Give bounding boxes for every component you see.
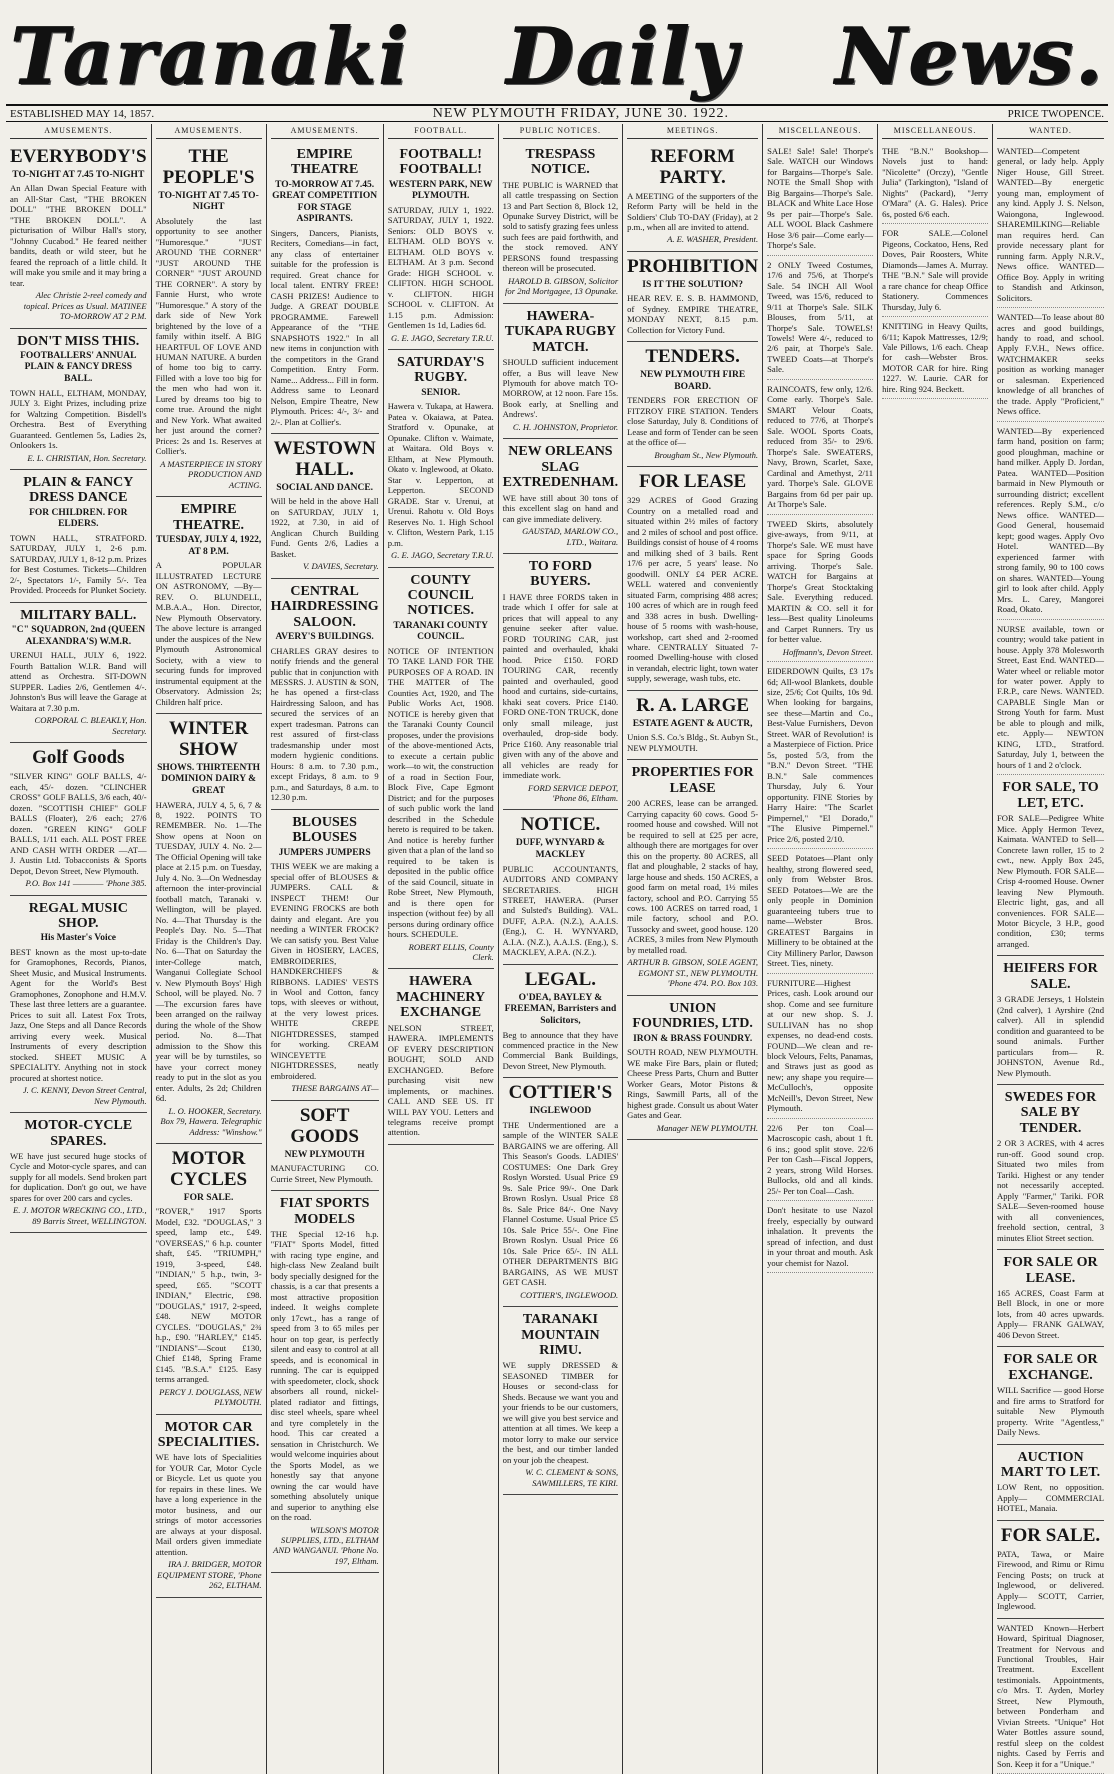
ad-title: PLAIN & FANCY DRESS DANCE [23, 475, 134, 506]
ad-body: Will be held in the above Hall on SATURDAY, JULY 1, 1922, at 7.30, in aid of Anglican Church Building Fund. Gents 2/6, Ladies a Basket. [270, 496, 379, 559]
ad-body: KNITTING in Heavy Quilts, 6/11; Kapok Mattresses, 12/9; Vale Pillows, 1/6 each. Cheap for cash—Webster Bros. MOTOR CAR for hire. Ring 1227. W. Laurie. CAR for hire. Ring 924. Beckett. [882, 321, 989, 394]
advertisement [271, 434, 379, 579]
ad-body: SALE! Sale! Sale! Thorpe's Sale. WATCH our Windows for Bargains—Thorpe's Sale. NOTE the Small Shop with Big Bargains—Thorpe's Sale. BLACK and White Lace Hose 9s per pair—Thorpe's Sale. ALL WOOL Black Cashmere Hose 3/6 pair—Come early—Thorpe's Sale. [767, 145, 874, 251]
advertisement [997, 1521, 1104, 1619]
ad-body: PUBLIC ACCOUNTANTS, AUDITORS AND COMPANY SECRETARIES. HIGH STREET, HAWERA. (Purser and Sulsted's Building). VAL. DUFF, A.P.A. (N.Z.), A.A.I.S. (Eng.), C. H. WYNYARD, A.I.A. (N.Z.), A.A.I.S. (Eng.), S. MACKLEY, A.P.A. (N.Z.). [502, 863, 619, 958]
ad-title: LEGAL. [524, 968, 597, 990]
classified-ad [767, 849, 873, 973]
classified-ad [767, 1119, 873, 1201]
advertisement [997, 1250, 1104, 1347]
ad-title: WINTER SHOW [168, 718, 249, 760]
ad-title: COUNTY COUNCIL NOTICES. [407, 572, 474, 619]
advertisement [271, 1101, 379, 1191]
ad-body: BEST known as the most up-to-date for Gramophones, Records, Pianos, Sheet Music, and Musical Instruments. Agent for the World's Best Gramophones, Zonophone and H.M.V. These last three letters are a guarantee. Prices to suit all. Latest Fox Trots, Jazz, One Steps and all Dance Records arriving every week. Musical Instruments of every description stocked. SHEET MUSIC A SPECIALITY. Anything not in stock procured at shortest notice. [10, 946, 147, 1083]
column-7 [763, 124, 878, 1774]
advertisement [10, 603, 147, 743]
ad-signature: IRA J. BRIDGER, MOTOR EQUIPMENT STORE, 'Phone 262, ELTHAM. [157, 1559, 262, 1591]
ad-body: 329 ACRES of Good Grazing Country on a metalled road and situated within 2½ miles of factory and 2 miles of school and post office. Buildings consist of house of 4 rooms and milking shed of 3 bails. Rent 17/6 per acre, 5 years' lease. No goodwill. ONLY £4 PER ACRE. WELL watered and conveniently situated Farm, comprising 488 acres; 100 acres of which are in rough feed and 338 acres in bush. Dwelling-house of 5 rooms with wash-house, workshop, cart shed and 2-roomed whare. CENTRALLY Situated 7-roomed Dwelling-house with closed in verandah, electric light, town water supply, sewerage, wash tubs, etc. [627, 495, 759, 684]
classified-ad [997, 1619, 1104, 1774]
advertisement [997, 1445, 1104, 1521]
ad-signature: GAUSTAD, MARLOW CO., LTD., Waitara. [522, 526, 619, 547]
ad-body: An Allan Dwan Special Feature with an All-Star Cast, "THE BROKEN DOLL" "THE BROKEN DOLL" "THE BROKEN DOLL". A picturisation of Wilbur Hall's story, "Johnny Cucabod." He feared neither bandits, death or wild steer, but he feared the reproach of a little child. It will make you smile and it may bring a tear. [10, 183, 147, 288]
advertisement [10, 1113, 147, 1233]
ad-title: FOR SALE OR EXCHANGE. [1003, 1352, 1098, 1383]
column-header: AMUSEMENTS. [271, 124, 379, 139]
ad-body: SATURDAY, JULY 1, 1922. SATURDAY, JULY 1, 1922. Seniors: OLD BOYS v. ELTHAM. OLD BOYS v. ELTHAM. OLD BOYS v. ELTHAM. At 3 p.m. Second Grade: HIGH SCHOOL v. CLIFTON. HIGH SCHOOL v. CLIFTON. HIGH SCHOOL v. CLIFTON. At 1.15 p.m. Admission: Gentlemen 1s 1d, Ladies 6d. [387, 204, 494, 331]
ad-subtitle: IRON & BRASS FOUNDRY. [633, 1033, 753, 1044]
ad-title: TARANAKI MOUNTAIN RIMU. [521, 1312, 600, 1358]
ad-signature: V. DAVIES, Secretary. [303, 561, 379, 572]
ad-subtitle: TARANAKI COUNTY COUNCIL. [393, 620, 488, 643]
ad-title: SWEDES FOR SALE BY TENDER. [1004, 1090, 1097, 1136]
column-header: MISCELLANEOUS. [767, 124, 873, 139]
column-header: MEETINGS. [627, 124, 758, 139]
ad-body: WILL Sacrifice — good Horse and fire arms to Stratford for suitable New Plymouth property. Write "Agentless," Daily News. [997, 1385, 1104, 1438]
advertisement [388, 350, 494, 568]
ad-body: NOTICE OF INTENTION TO TAKE LAND FOR THE PURPOSES OF A ROAD. IN THE MATTER of The Counties Act, 1920, and The Public Works Act, 1908. NOTICE is hereby given that the Taranaki County Council proposes, under the provisions of the above-mentioned Acts, to execute a certain public work—to wit, the construction of a road in Section Four, Block Five, Cape Egmont District; and for the purposes of such public work the land described in the Schedule hereto is required to be taken. And notice is hereby further given that a plan of the land so required to be taken is deposited in the public office of the said Council, situate in Robe Street, New Plymouth, and is there open for inspection (without fee) by all persons during ordinary office hours. SCHEDULE. [387, 645, 494, 940]
classified-ad [767, 142, 873, 256]
advertisement [10, 896, 147, 1114]
ad-signature: J. C. KENNY, Devon Street Central, New Plymouth. [22, 1085, 147, 1106]
ad-body: CHARLES GRAY desires to notify friends and the general public that in conjunction with MESSRS. J. AUSTIN & SON, he has opened a first-class Hairdressing Saloon, and has secured the services of an expert tradesman. Patrons can rest assured of first-class tradesmanship under most modern hygienic conditions. Hours: 8 a.m. to 7.30 p.m., except Fridays, 8 a.m. to 9 p.m., and Saturdays, 8 a.m. to 12.30 p.m. [270, 645, 379, 803]
advertisement [388, 969, 494, 1145]
ad-body: HAWERA, JULY 4, 5, 6, 7 & 8, 1922. POINTS TO REMEMBER. No. 1—The Show opens at Noon on TUESDAY, JULY 4. No. 2—The Official Opening will take place at 2.15 p.m. on Tuesday, July 4. No. 3—On Wednesday afternoon the inter-provincial football match, Taranaki v. Wellington, will be played. No. 4—That Thursday is the People's Day. No. 5—That Friday is the Children's Day. No. 6—That on Saturday the inter-College match, Wanganui Collegiate School v. New Plymouth Boys' High School, will be played. No. 7—The excursion fares have been arranged on the railway during the whole of the Show period. No. 8—That admission to the Show this year will be by turnstiles, so have your correct money ready to put in the slot as you enter. Adults, 2s 2d; Children 6d. [155, 799, 262, 1104]
ad-title: TO FORD BUYERS. [528, 559, 592, 590]
issue-date: NEW PLYMOUTH FRIDAY, JUNE 30. 1922. [432, 105, 729, 121]
advertisement [997, 956, 1104, 1085]
ad-body: Union S.S. Co.'s Bldg., St. Aubyn St., NEW PLYMOUTH. [627, 732, 759, 753]
ad-subtitle: INGLEWOOD [529, 1106, 592, 1117]
ad-body: EIDERDOWN Quilts, £3 17s 6d; All-wool Blankets, double size, 25/6; Cot Quilts, 10s 9d. When looking for bargains, see these—Martin and Co., Best-Value Furnishers, Devon Street. WAR of Revolution! is a Masterpiece of Fiction. Price 5s, posted 5/3, from the "B.N." Devon Street. "THE B.N." Sale commences Thursday, July 6. Your opportunity. FINE Stories by Harry Haire: "The Scarlet Pimpernel," "El Dorado," "The Elusive Pimpernel." Price 2/6, posted 2/10. [767, 666, 874, 844]
ad-subtitle: JUMPERS JUMPERS [278, 847, 371, 858]
ad-body: Absolutely the last opportunity to see another "Humoresque." "JUST AROUND THE CORNER" "JUST AROUND THE CORNER" "JUST AROUND THE CORNER". A story by Fannie Hurst, who wrote "Humoresque." A story of the dark side of New York brightened by the love of a family within itself. A BIG HEARTFUL OF LOVE AND HUMAN NATURE. A burden of home too big to carry. Filled with a love too big for the men who had won it. Lured by dreams too big to come true. Around the night and New York. What awaited her just around the corner? Prices: 2s and 1s. Reserves at Collier's. [155, 215, 262, 457]
ad-subtitle: NEW PLYMOUTH FIRE BOARD. [640, 370, 746, 392]
column-header: WANTED. [997, 124, 1104, 139]
advertisement [627, 142, 758, 252]
ad-subtitle: "C" SQUADRON, 2nd (QUEEN ALEXANDRA'S) W.M.R. [11, 625, 146, 647]
ad-body: 2 ONLY Tweed Costumes, 17/6 and 75/6, at Thorpe's Sale. 54 INCH All Wool Tweed, was 15/6, reduced to 9/11 at Thorpe's Sale. SILK Blouses, from 5/11, at Thorpe's Sale. TOWELS! Towels! Were 4/-, reduced to 2/6 pair, at Thorpe's Sale. TWEED Coats—at Thorpe's Sale. [767, 259, 874, 375]
ad-body: WE have just secured huge stocks of Cycle and Motor-cycle spares, and can supply for all models. Send broken part for duplication. Don't go out, we have spares for over 200 cars and cycles. [10, 1150, 147, 1203]
ad-title: NEW ORLEANS SLAG EXTREDENHAM. [502, 444, 619, 491]
ad-subtitle: TUESDAY, JULY 4, 1922, AT 8 P.M. [155, 535, 262, 557]
price: PRICE TWOPENCE. [1007, 107, 1104, 120]
ad-body: TOWN HALL, STRATFORD. SATURDAY, JULY 1, 2-6 p.m. SATURDAY, JULY 1, 8-12 p.m. Prizes for Best Costumes. Tickets—Children 2/-, Spectators 1/-, Family 5/-. Tea Provided. Proceeds for Plunket Society. [10, 532, 147, 596]
ad-title: SATURDAY'S RUGBY. [397, 354, 485, 386]
ad-title: WESTOWN HALL. [273, 438, 376, 480]
advertisement [997, 1347, 1104, 1444]
column-2 [152, 124, 267, 1774]
ad-body: NURSE available, town or country; would take patient in house. Apply 378 Molesworth Street, East End. WANTED—Water wheel or reliable motor for water power. Apply to F.R.P., care News. WANTED. CAPABLE Single Man or Strong Youth for farm. Must be able to plough and milk, etc. Apply— NEWTON KING, LTD., Stratford. Saturday, July 1, between the hours of 1 and 2 o'clock. [997, 623, 1104, 770]
ad-signature: W. C. CLEMENT & SONS, SAWMILLERS, TE KIRI. [525, 1467, 619, 1488]
ad-body: Don't hesitate to use Nazol freely, especially by outward inhalation. It prevents the spread of infection, and dust in your throat and mouth. Ask your chemist for Nazol. [767, 1205, 874, 1268]
ad-title: Golf Goods [32, 747, 125, 769]
ad-signature: FORD SERVICE DEPOT, 'Phone 86, Eltham. [528, 782, 619, 803]
ad-subtitle: FOOTBALLERS' ANNUAL PLAIN & FANCY DRESS BALL. [20, 350, 137, 385]
ad-subtitle: TO-NIGHT AT 7.45 TO-NIGHT [12, 169, 145, 180]
ad-body: SEED Potatoes—Plant only healthy, strong flowered seed, only from Webster Bros. SEED Potatoes—We are the only people in Dominion guaranteeing tubers true to name—Webster Bros. GREATEST Bargains in Millinery to be obtained at the City Millinery Parlor, Dawson Street. Ties, ninety. [767, 853, 874, 969]
advertisement [156, 1144, 262, 1415]
masthead-word-taranaki: Taranaki [10, 11, 410, 102]
ad-title: MILITARY BALL. [20, 607, 137, 623]
ad-title: MOTOR CAR SPECIALITIES. [157, 1419, 260, 1450]
ad-body: Beg to announce that they have commenced practice in the New Commercial Bank Buildings, Devon Street, New Plymouth. [502, 1029, 619, 1071]
ad-signature: L. O. HOOKER, Secretary. Box 79, Hawera. Telegraphic Address: "Winshow." [160, 1105, 262, 1137]
ad-body: PATA, Tawa, or Maire Firewood, and Rimu or Rimu Fencing Posts; on truck at Inglewood, or delivered. Apply— SCOTT, Carrier, Inglewood. [997, 1548, 1104, 1612]
masthead-word-news: News. [834, 11, 1104, 102]
classified-ad [882, 142, 988, 224]
classified-ad [997, 422, 1104, 620]
ad-subtitle: DUFF, WYNYARD & MACKLEY [515, 838, 605, 860]
advertisement [627, 996, 758, 1140]
ad-body: Hawera v. Tukapa, at Hawera. Patea v. Okaiawa, at Patea. Stratford v. Opunake, at Opunake. Clifton v. Waimate, at Waitara. Old Boys v. Eltham, at New Plymouth. Okato v. Inglewood, at Okato. Star v. Lepperton, at Lepperton. SECOND GRADE. Star v. Urenui, at Urenui. Rahotu v. Old Boys Reserves No. 1. High School v. Clifton, Western Park, 1.15 p.m. [387, 401, 494, 548]
classified-ad [767, 974, 873, 1119]
column-header: AMUSEMENTS. [10, 124, 147, 139]
ad-body: THIS WEEK we are making a special offer of BLOUSES & JUMPERS. CALL & INSPECT THEM! Our EVENING FROCKS are both dainty and elegant. Are you needing a WINTER FROCK? We can satisfy you. Best Value Given in HOSIERY, LACES, EMBROIDERIES, HANDKERCHIEFS & RIBBONS. LADIES' VESTS in Wool and Cotton, fancy tops, with sleeves or without, at the very lowest prices. WHITE CREPE NIGHTDRESSES, stamped for working. CREAM WINCEYETTE NIGHTDRESSES, neatly embroidered. [270, 861, 379, 1081]
ad-body: WE supply DRESSED & SEASONED TIMBER for Houses or second-class for Sheds. Because we want you and your friends to be our customers, we will give you best service and attention at all times. We keep a motor lorry to make our service the best, and our timber landed on your job the cheapest. [502, 1360, 619, 1465]
ad-title: FOR LEASE [639, 471, 747, 493]
ad-title: UNION FOUNDRIES, LTD. [632, 1000, 753, 1032]
ad-body: SOUTH ROAD, NEW PLYMOUTH. WE make Fire Bars, plain or fluted; Cheese Press Parts, Churn and Butter Worker Gears, Motor Pistons & Rings, Sawmill Parts, all of the highest grade. Consult us about Water Gates and Gear. [627, 1047, 759, 1121]
ad-signature: Manager NEW PLYMOUTH. [656, 1122, 759, 1133]
ad-signature: ARTHUR B. GIBSON, SOLE AGENT, EGMONT ST., NEW PLYMOUTH. 'Phone 474. P.O. Box 103. [627, 957, 759, 989]
ad-body: THE PUBLIC is WARNED that all cattle trespassing on Section 13 and Part Section 8, Block 12, Opunake Survey District, will be sold to satisfy grazing fees unless such fees are paid forthwith, and the stock removed. ANY PERSONS found trespassing thereon will be prosecuted. [502, 179, 619, 274]
ad-body: URENUI HALL, JULY 6, 1922. Fourth Battalion W.I.R. Band will attend as Orchestra. SIT-DOWN SUPPER. Ladies 2/6, Gentlemen 4/-. Johnston's Bus will leave the Garage at Waitara at 7.30 p.m. [10, 650, 147, 713]
ad-title: EVERYBODY'S [10, 145, 147, 167]
ad-subtitle: His Master's Voice [40, 933, 117, 944]
ad-subtitle: FOR CHILDREN. FOR ELDERS. [29, 507, 128, 530]
advertisement [388, 568, 494, 970]
ad-body: NELSON STREET, HAWERA. IMPLEMENTS OF EVERY DESCRIPTION BOUGHT, SOLD AND EXCHANGED. Before purchasing visit new implements, or machines. CALL AND SEE US. IT WILL PAY YOU. Letters and telegrams receive prompt attention. [387, 1022, 494, 1138]
ad-title: EMPIRE THEATRE. [173, 502, 245, 533]
ad-title: FIAT SPORTS MODELS [279, 1196, 370, 1227]
ad-subtitle: SENIOR. [421, 387, 461, 398]
advertisement [503, 1078, 619, 1307]
ad-body: "SILVER KING" GOLF BALLS, 4/- each, 45/- dozen. "CLINCHER CROSS" GOLF BALLS, 3/6 each, 40/- dozen. "SCOTTISH CHIEF" GOLF BALLS (Floater), 2/6 each; 27/6 dozen. "GREEN KING" GOLF BALLS, 1/11 each. ALL POST FREE AND CASH WITH ORDER —AT— J. Austin Ltd. Tobacconists & Sports Depot, Devon Street, New Plymouth. [10, 771, 147, 876]
ad-subtitle: TO-NIGHT AT 7.45 TO-NIGHT [158, 190, 259, 213]
classified-ad [997, 308, 1104, 422]
ad-body: I HAVE three FORDS taken in trade which I offer for sale at prices that will appeal to any genuine seeker after value. FORD TOURING CAR, just painted and overhauled, khaki hood. Price £150. FORD TOURING CAR, recently painted and overhauled, good hood and curtains, side-curtains, khaki seat covers. Price £140. FORD ONE-TON TRUCK, done only small mileage, just overhauled, drop-side body. Price £160. Any reasonable trial given with any of the above and all vehicles are ready for immediate work. [502, 591, 619, 781]
advertisement [503, 1307, 619, 1495]
classified-ad [767, 256, 873, 380]
ad-title: COTTIER'S [508, 1082, 613, 1104]
ad-title: BLOUSES BLOUSES [292, 814, 357, 846]
classified-ad [767, 662, 873, 849]
advertisement [10, 743, 147, 895]
ad-body: FOR SALE—Pedigree White Mice. Apply Hermon Tevez, Kaimata. WANTED to Sell—Concrete lawn roller, 15 to 2 cwt., new. Apply Box 245, New Plymouth. FOR SALE—Crisp 4-roomed House. Owner leaving New Plymouth. Electric light, gas, and all conveniences. FOR SALE—Motor Bicycle, 3 H.P., good condition, £30; terms arranged. [997, 813, 1104, 949]
advertisement [156, 142, 262, 498]
ad-subtitle: NEW PLYMOUTH [284, 1149, 365, 1160]
advertisement [156, 497, 262, 714]
advertisement [503, 810, 619, 964]
ad-title: TRESPASS NOTICE. [525, 146, 596, 178]
ad-subtitle: FOR SALE. [183, 1192, 234, 1203]
ad-signature: PERCY J. DOUGLASS, NEW PLYMOUTH. [159, 1386, 262, 1408]
classified-ad [882, 317, 988, 399]
ad-title: HAWERA MACHINERY EXCHANGE [396, 974, 486, 1021]
advertisement [271, 579, 379, 810]
ad-signature: G. E. JAGO, Secretary T.R.U. [391, 332, 494, 343]
classified-ad [997, 142, 1104, 308]
advertisement [388, 142, 494, 350]
advertisement [10, 470, 147, 603]
column-8 [878, 124, 993, 1774]
ad-body: MANUFACTURING CO. Currie Street, New Plymouth. [270, 1163, 379, 1184]
ad-body: A POPULAR ILLUSTRATED LECTURE ON ASTRONOMY, —By— REV. O. BLUNDELL, M.B.A.A., Hon. Director, New Plymouth Observatory. The above lecture is arranged under the auspices of the New Plymouth Astronomical Society, with a view to securing funds for improved instrumental equipment at the Observatory. Admission 2s; Children half price. [155, 560, 262, 707]
ad-title: SOFT GOODS [290, 1104, 359, 1147]
column-3 [267, 124, 384, 1774]
ad-body: Singers, Dancers, Pianists, Reciters, Comedians—in fact, any class of entertainer suitable for the profession is required. Great chance for local talent. ENTRY FREE! CASH PRIZES! Audience to Judge. A GREAT DOUBLE PROGRAMME. Farewell Appearance of the "THE SNAPSHOTS 1922." In all new items in conjunction with the competitors in the Grand Competition. Entry Form. Name... Address... Fill in form. Address same to Leonard Nelson, Empire Theatre, New Plymouth. Prices: 4/-, 3/- and 2/-. Plan at Collier's. [270, 227, 379, 427]
ad-signature: A MASTERPIECE IN STORY PRODUCTION AND ACTING. [160, 458, 262, 490]
column-header: FOOTBALL. [388, 124, 494, 139]
ad-title: HAWERA-TUKAPA RUGBY MATCH. [504, 308, 617, 355]
ad-subtitle: IS IT THE SOLUTION? [642, 279, 744, 290]
ad-title: MOTOR CYCLES [170, 1148, 248, 1190]
ad-body: THE Undermentioned are a sample of the WINTER SALE BARGAINS we are offering. All This Season's Goods. LADIES' COSTUMES: One Dark Grey Roslyn Worsted. Usual Price £9 9s. Sale Price 99/-. One Dark Brown Roslyn. Usual Price £8 8s. Sale Price 84/-. One Navy Flannel Costume. Usual Price £5 10s. Sale Price 55/-. One Fine Brown Roslyn. Usual Price £6 10s. Sale Price 65/-. IN ALL OTHER DEPARTMENTS BIG BARGAINS, AS WE MUST GET CASH. [502, 1119, 619, 1288]
column-5 [499, 124, 624, 1774]
ad-signature: Alec Christie 2-reel comedy and topical. Prices as Usual. MATINEE TO-MORROW AT 2 P.M. [23, 290, 147, 322]
ad-title: FOOTBALL! FOOTBALL! [399, 146, 482, 178]
advertisement [627, 467, 758, 691]
ad-signature: Hoffmann's, Devon Street. [782, 646, 874, 657]
ad-title: FOR SALE OR LEASE. [1003, 1255, 1098, 1286]
column-4 [384, 124, 499, 1774]
advertisement [627, 691, 758, 760]
ad-title: REGAL MUSIC SHOP. [28, 900, 128, 931]
classified-ad [767, 380, 873, 515]
ad-title: REFORM PARTY. [650, 145, 735, 188]
ad-body: WANTED—By experienced farm hand, position on farm; good ploughman, machine or hand milker. Apply D. Jordan, Patea. WANTED—Position barmaid in New Plymouth or surrounding district; excellent references. Reply S.M., c/o News office. WANTED—Good General, housemaid kept; good wages. Apply Ovo Hotel. WANTED—By experienced farmer with strong family, 90 to 100 cows on shares. WANTED—Young girl to look after child. Apply Mrs. L. Carey, Mangorei Road, Okato. [997, 425, 1104, 615]
classified-ad [882, 224, 988, 317]
advertisement [271, 810, 379, 1101]
ad-body: TOWN HALL, ELTHAM, MONDAY, JULY 3. Eight Prizes, including prize for Waltzing Competition. Bisdell's Orchestra. Best of Everything Guaranteed. Gentlemen 5s, Ladies 2s, Onlookers 1s. [10, 387, 147, 451]
ad-subtitle: SOCIAL AND DANCE. [276, 482, 374, 493]
ad-title: PROPERTIES FOR LEASE [631, 765, 754, 796]
ad-signature: Brougham St., New Plymouth. [654, 449, 759, 460]
masthead [10, 11, 1104, 102]
ad-title: R. A. LARGE [636, 694, 750, 716]
ad-title: HEIFERS FOR SALE. [1003, 961, 1098, 992]
classified-ad [997, 620, 1104, 776]
advertisement [997, 1085, 1104, 1250]
ad-subtitle: WESTERN PARK, NEW PLYMOUTH. [388, 179, 493, 202]
advertisement [627, 342, 758, 467]
dateline [6, 104, 1108, 122]
advertisement [271, 142, 379, 434]
advertisement [627, 760, 758, 996]
ad-signature: CORPORAL C. BLEAKLY, Hon. Secretary. [34, 715, 147, 736]
ad-subtitle: ESTATE AGENT & AUCTR, [632, 718, 753, 729]
ad-body: WE have still about 30 tons of this excellent slag on hand and can give immediate delivery. [502, 492, 619, 524]
ad-title: THE PEOPLE'S [162, 145, 255, 188]
advertisement [503, 554, 619, 810]
ad-body: WANTED—Competent general, or lady help. Apply Niger House, Gill Street. WANTED—By energetic young man, employment of any kind. Apply J. S. Nelson, Waiongona, Inglewood. SHAREMILKING—Reliable man requires herd. Can provide necessary plant for running farm. Apply N.R.V., News office. WANTED—Office Boy. Apply in writing to Standish and Atkinson, Solicitors. [997, 145, 1104, 303]
ad-title: FOR SALE, TO LET, ETC. [1002, 780, 1099, 811]
advertisement [503, 965, 619, 1079]
ad-title: MOTOR-CYCLE SPARES. [24, 1118, 133, 1149]
ad-body: FURNITURE—Highest Prices, cash. Look around our shop. Come and see furniture at our new shop. S. J. SULLIVAN has no shop expenses, no dead-end costs. FOUND—We clean and re-block Velours, Felts, Panamas, and Straws just as good as new; any shape you require—McCulloch's, opposite McNeill's, Devon Street, New Plymouth. [767, 977, 874, 1114]
ad-signature: COTTIER'S, INGLEWOOD. [520, 1289, 619, 1300]
advertisement [503, 304, 619, 440]
advertisement [503, 142, 619, 304]
ad-signature: C. H. JOHNSTON, Proprietor. [512, 421, 619, 432]
columns [6, 124, 1108, 1769]
column-header: MISCELLANEOUS. [882, 124, 988, 139]
ad-subtitle: TO-MORROW AT 7.45. GREAT COMPETITION FOR STAGE ASPIRANTS. [272, 179, 378, 225]
ad-body: 200 ACRES, lease can be arranged. Carrying capacity 60 cows. Good 5-roomed house and cowshed. Will not be required to sell at £25 per acre, although there are mortgages for over this on the property. 80 ACRES, all flat and ploughable, 2 stacks of hay, large house and sheds. 150 ACRES, a good farm on metal road, 1½ miles factory, school and P.O. Carrying 55 cows. 100 ACRES on tarred road, 1 mile factory, school and P.O. Tussocky and sweet, good house. 120 ACRES, 3 miles from New Plymouth by metalled road. [627, 798, 759, 955]
ad-title: AUCTION MART TO LET. [1000, 1449, 1101, 1480]
ad-title: EMPIRE THEATRE [290, 146, 359, 178]
column-6 [623, 124, 763, 1774]
column-9 [993, 124, 1108, 1774]
ad-signature: HAROLD B. GIBSON, Solicitor for 2nd Mortgagee, 13 Opunake. [505, 275, 619, 297]
ad-signature: E. L. CHRISTIAN, Hon. Secretary. [27, 452, 147, 463]
ad-subtitle: O'DEA, BAYLEY & FREEMAN, Barristers and Solicitors, [504, 992, 617, 1026]
ad-body: "ROVER," 1917 Sports Model, £32. "DOUGLAS," 3 speed, lamp etc., £49. "OVERSEAS," 6 h.p. counter shaft, £45. "TRIUMPH," 1919, 3-speed, £48. "INDIAN," 5 h.p., twin, 3-speed, £65. "SCOTT INDIAN," Electric, £98. "DOUGLAS," 1917, 2-speed, £48. NEW MOTOR CYCLES. "DOUGLAS," 2¾ h.p., £90. "HARLEY," £145. "INDIANS"—Scout £130, Chief £148, Spring Frame £145. "B.S.A." £125. Easy terms arranged. [155, 1206, 262, 1385]
ad-signature: E. J. MOTOR WRECKING CO., LTD., 89 Barris Street, WELLINGTON. [13, 1205, 147, 1226]
ad-body: 2 OR 3 ACRES, with 4 acres run-off. Good sound crop. Situated two miles from Tariki. Highest or any tender not necessarily accepted. Apply "Farmer," Tariki. FOR SALE—Seven-roomed house with all conveniences, freehold section, central, 3 minutes Eliot Street section. [997, 1138, 1104, 1243]
ad-body: FOR SALE.—Colonel Pigeons, Cockatoo, Hens, Red Doves, Pair Roosters, White Diamonds—James A. Murray. THE "B.N." Sale will provide a rare chance for cheap Office Stationery. Commences Thursday, July 6. [882, 228, 989, 312]
ad-title: PROHIBITION [627, 255, 759, 277]
advertisement [10, 329, 147, 471]
ad-body: WANTED Known—Herbert Howard, Spiritual Diagnoser, Treatment for Nervous and Functional Troubles, Hair Treatment. Excellent testimonials. Appointments, c/o Mrs. T. Ayden, Morley Street, New Plymouth, between Ponderham and Vivian Streets. "Unique" Hot Water Bottles assure sound, restful sleep on the coldest nights. Cased by Ferris and Son. Keep it for a "Unique." [997, 1622, 1104, 1769]
ad-body: HEAR REV. E. S. B. HAMMOND, of Sydney. EMPIRE THEATRE, MONDAY NEXT, 8.15 p.m. Collection for Victory Fund. [627, 293, 759, 335]
ad-title: TENDERS. [645, 346, 740, 368]
ad-title: DON'T MISS THIS. [17, 333, 140, 349]
advertisement [627, 252, 758, 342]
ad-signature: WILSON'S MOTOR SUPPLIES, LTD., ELTHAM AND WANGANUI. 'Phone No. 197, Eltham. [273, 1524, 379, 1566]
ad-body: THE "B.N." Bookshop—Novels just to hand: "Nicolette" (Orczy), "Gentle Julia" (Tarkington), "Island of Nights" (Packard), "Jerry O'Mara" (A. G. Hales). Price 6s, posted 6/6 each. [882, 145, 989, 219]
ad-body: 3 GRADE Jerseys, 1 Holstein (2nd calver), 1 Ayrshire (2nd calver). All in splendid condition and guaranteed to be sound animals. Further particulars from— R. JOHNSTON, Avenue Rd., New Plymouth. [997, 994, 1104, 1078]
advertisement [156, 714, 262, 1144]
advertisement [503, 439, 619, 554]
ad-body: A MEETING of the supporters of the Reform Party will be held in the Soldiers' Club TO-DAY (Friday), at 2 p.m., when all are invited to attend. [627, 190, 759, 232]
ad-body: RAINCOATS, few only, 12/6. Come early. Thorpe's Sale. SMART Velour Coats, reduced to 77/6, at Thorpe's Sale. WOOL Sports Coats, reduced from 35/- to 29/6. Thorpe's Sale. SWEATERS, Navy, Brown, Scarlet, Saxe, Cardinal and Amethyst, 2/11 yard. Thorpe's Sale. GLOVE Bargains from 6d per pair up. At Thorpe's Sale. [767, 383, 874, 510]
ad-title: FOR SALE. [1000, 1524, 1101, 1546]
ad-body: WE have lots of Specialities for YOUR Car, Motor Cycle or Bicycle. Let us quote you for repairs in these lines. We have a long experience in the motor business, and our strings of motor accessories are always at your disposal. Mail orders given immediate attention. [155, 1452, 262, 1557]
advertisement [156, 1415, 262, 1598]
ad-body: SHOULD sufficient inducement offer, a Bus will leave New Plymouth for above match TO-MORROW, at 12 noon. Fare 15s. Book early, at Snelling and Andrews'. [502, 357, 619, 420]
advertisement [997, 775, 1104, 956]
column-header: AMUSEMENTS. [156, 124, 262, 139]
ad-subtitle: SHOWS. THIRTEENTH DOMINION DAIRY & GREAT [157, 762, 261, 796]
ad-body: TWEED Skirts, absolutely give-aways, from 9/11, at Thorpe's Sale. WE must have space for Spring Goods arriving. Thorpe's Sale. WATCH for Bargains at Thorpe's Great Stocktaking Sale. Everything reduced. MARTIN & CO. sell it for less—Best quality Linoleums and Carpet Runners. Try us for better value. [767, 518, 874, 645]
classified-ad [767, 1201, 873, 1273]
ad-body: WANTED—To lease about 80 acres and good buildings, handy to road, and school. Apply F.V.H., News office. WATCHMAKER seeks position as working manager or salesman. Experienced knowledge of all branches of the trade. Apply "Proficient," News office. [997, 312, 1104, 417]
column-header: PUBLIC NOTICES. [503, 124, 619, 139]
ad-body: TENDERS FOR ERECTION OF FITZROY FIRE STATION. Tenders close Saturday, July 8. Conditions of Lease and form of Tender can be seen at the office of— [627, 395, 759, 448]
advertisement [10, 142, 147, 329]
ad-signature: THESE BARGAINS AT— [291, 1083, 379, 1094]
ad-body: LOW Rent, no opposition. Apply— COMMERCIAL HOTEL, Manaia. [997, 1482, 1104, 1514]
column-1 [6, 124, 152, 1774]
ad-subtitle: AVERY'S BUILDINGS. [275, 631, 374, 642]
ad-title: NOTICE. [520, 814, 601, 836]
established-date: ESTABLISHED MAY 14, 1857. [10, 107, 155, 120]
ad-body: 22/6 Per ton Coal—Macroscopic cash, about 1 ft. 6 ins.; good split stove. 22/6 Per ton Cash—Fiscal Joppers, 2 years, strong Wild Horses. Bullocks, old and all kinds. 25/- Per ton Coal—Cash. [767, 1122, 874, 1196]
ad-body: THE Special 12-16 h.p. "FIAT" Sports Model, fitted with racing type engine, and high-class New Zealand built body specially designed for the chassis, is a car that presents a most attractive proposition indeed. It weighs complete only 17cwt., has a range of speed from 3 to 65 miles per hour on top gear, is perfectly silent and easy to control at all speeds, and is economical in running. The car is equipped with speedometer, clock, shock absorbers all round, nickel-plated radiator and fittings, disc steel wheels, spare wheel and tyre completely in the hood. This car created a sensation in Christchurch. We would welcome inquiries about the Sports Model, as we honestly say that anyone owning the car would have something absolutely unique and superior to anything else on the road. [270, 1228, 379, 1523]
ad-signature: G. E. JAGO, Secretary T.R.U. [391, 550, 494, 561]
classified-ad [767, 515, 873, 662]
ad-signature: ROBERT ELLIS, County Clerk. [408, 941, 494, 962]
ad-signature: P.O. Box 141 ———— 'Phone 385. [25, 878, 147, 889]
ad-title: CENTRAL HAIRDRESSING SALOON. [270, 583, 379, 630]
masthead-word-daily: Daily [505, 11, 739, 102]
ad-signature: A. E. WASHER, President. [667, 234, 759, 245]
advertisement [271, 1191, 379, 1573]
ad-body: 165 ACRES, Coast Farm at Bell Block, in one or more lots, from 40 acres upwards. Apply— FRANK GALWAY, 406 Devon Street. [997, 1287, 1104, 1340]
